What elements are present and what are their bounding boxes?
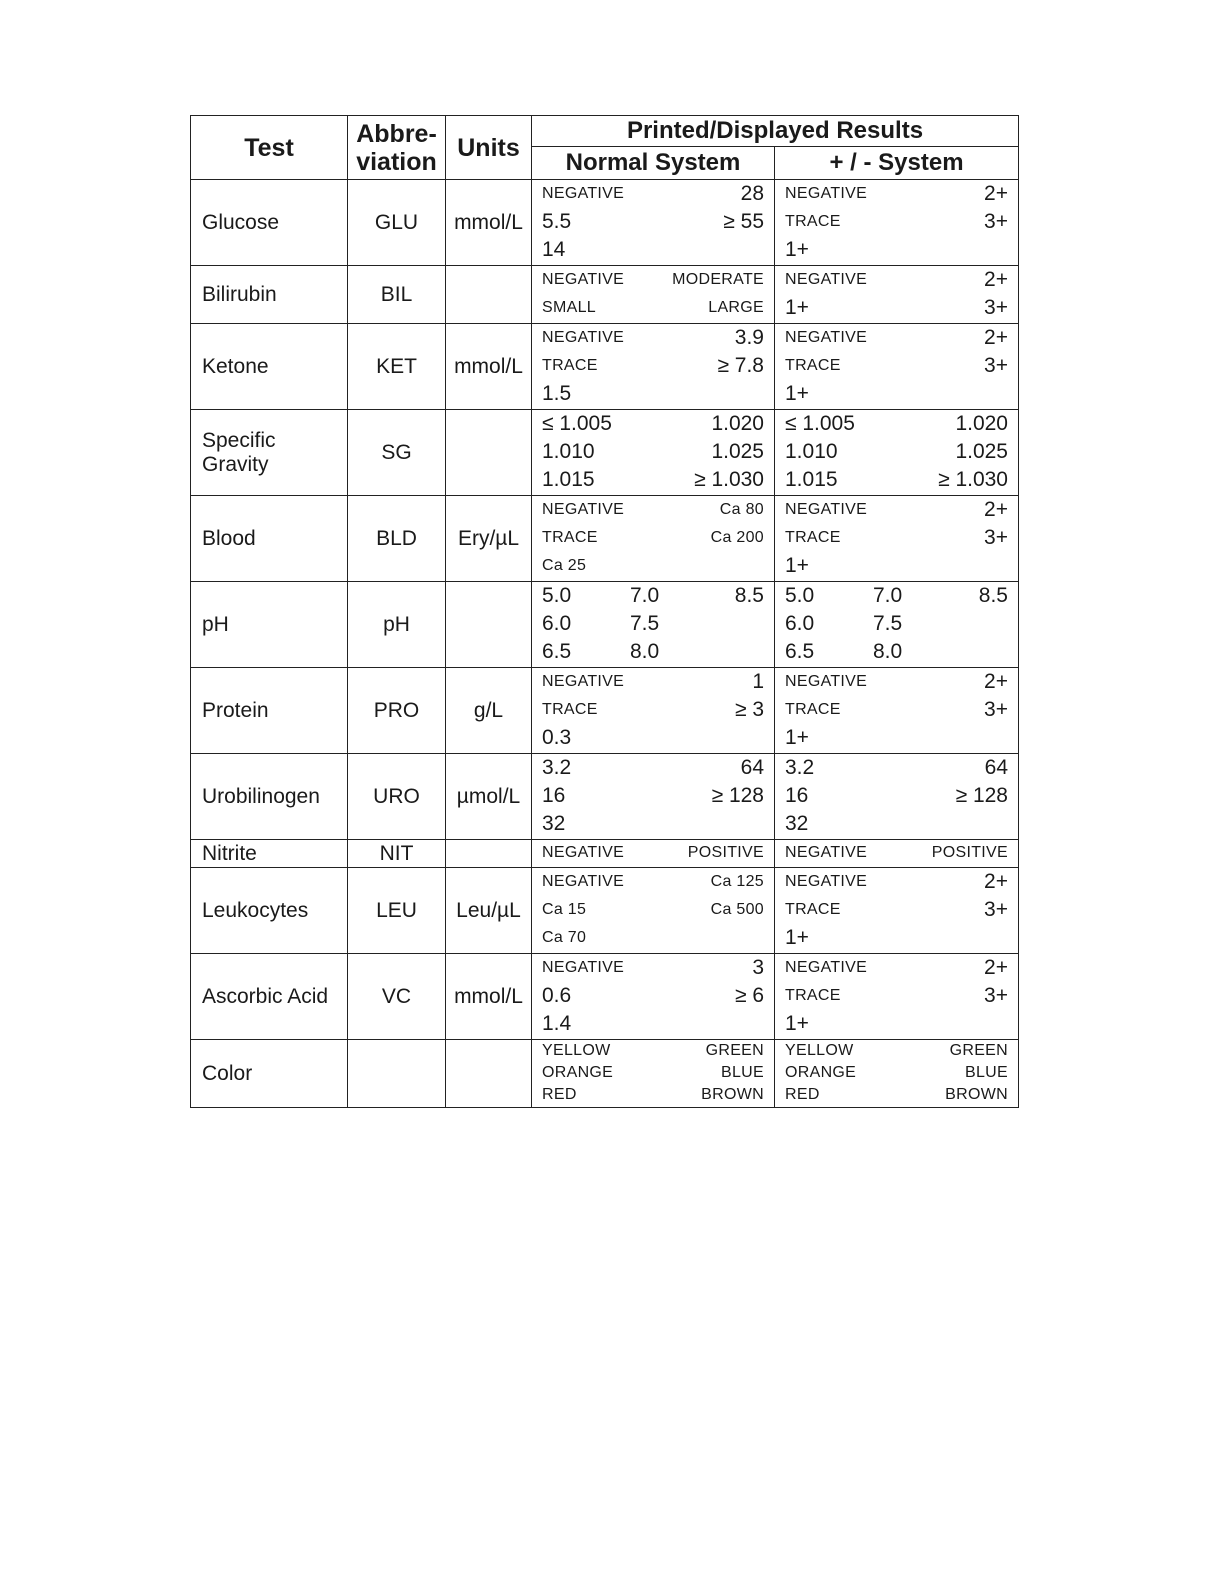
table-row — [191, 180, 1019, 266]
result-value-left: 1+ — [785, 726, 809, 749]
result-value-right: 3+ — [984, 698, 1008, 721]
result-value-right: BLUE — [965, 1064, 1008, 1081]
result-value-right: Ca 500 — [710, 901, 764, 918]
normal-system-cell — [532, 496, 775, 582]
header-plus-minus-system: + / - System — [775, 147, 1019, 180]
result-value-left: TRACE — [785, 357, 841, 374]
result-value-right: BLUE — [721, 1064, 764, 1081]
plus-minus-system-cell — [775, 324, 1019, 410]
units-cell: g/L — [446, 668, 532, 754]
plus-minus-system-cell — [775, 496, 1019, 582]
result-line — [785, 524, 1008, 552]
result-value-left: NEGATIVE — [542, 873, 625, 890]
result-value-left: 32 — [785, 812, 809, 835]
table-row — [191, 954, 1019, 1040]
result-value-right: 3+ — [984, 354, 1008, 377]
result-value-left: ORANGE — [785, 1064, 857, 1081]
units-cell: µmol/L — [446, 754, 532, 840]
result-value-left: 3.2 — [542, 756, 572, 779]
result-line — [785, 638, 1008, 666]
result-value-left: NEGATIVE — [542, 185, 625, 202]
result-line — [785, 982, 1008, 1010]
header-units: Units — [446, 116, 532, 180]
result-value-left: 6.5 — [542, 640, 572, 663]
result-value-right: 8.5 — [978, 584, 1008, 607]
result-value-right: 3.9 — [734, 326, 764, 349]
test-name-cell: Blood — [191, 496, 348, 582]
result-line — [542, 1040, 764, 1062]
units-cell: mmol/L — [446, 180, 532, 266]
normal-system-cell — [532, 324, 775, 410]
result-line — [542, 496, 764, 524]
result-line — [785, 496, 1008, 524]
result-value-right: 2+ — [984, 498, 1008, 521]
result-value-left: NEGATIVE — [542, 959, 625, 976]
result-value-right: ≥ 128 — [711, 784, 764, 807]
result-value-right: 1.025 — [955, 440, 1008, 463]
units-cell: Ery/µL — [446, 496, 532, 582]
result-value-left: 1.010 — [542, 440, 595, 463]
result-value-left: SMALL — [542, 299, 596, 316]
result-value-left: Ca 25 — [542, 557, 587, 574]
test-name-cell: pH — [191, 582, 348, 668]
result-value-left: TRACE — [785, 987, 841, 1004]
result-line — [542, 466, 764, 494]
test-name-cell: Specific Gravity — [191, 410, 348, 496]
result-value-left: 0.6 — [542, 984, 572, 1007]
result-line — [542, 352, 764, 380]
table-row — [191, 266, 1019, 324]
result-value-left: Ca 70 — [542, 929, 587, 946]
result-line — [542, 782, 764, 810]
result-line — [785, 954, 1008, 982]
abbreviation-cell: BIL — [348, 266, 446, 324]
result-line — [785, 840, 1008, 866]
result-line — [785, 466, 1008, 494]
result-value-right: ≥ 6 — [734, 984, 764, 1007]
result-value-left: 14 — [542, 238, 566, 261]
result-line — [542, 266, 764, 294]
table-row — [191, 668, 1019, 754]
result-value-right: MODERATE — [672, 271, 764, 288]
result-value-right: 3+ — [984, 526, 1008, 549]
result-value-left: 1.5 — [542, 382, 572, 405]
units-cell: mmol/L — [446, 324, 532, 410]
result-value-left: 1+ — [785, 926, 809, 949]
result-value-left: TRACE — [542, 701, 598, 718]
test-name-cell: Glucose — [191, 180, 348, 266]
result-value-left: NEGATIVE — [785, 271, 868, 288]
result-line — [785, 724, 1008, 752]
normal-system-cell — [532, 410, 775, 496]
result-value-right: 3+ — [984, 296, 1008, 319]
result-line — [542, 810, 764, 838]
result-value-left: 16 — [785, 784, 809, 807]
units-cell — [446, 582, 532, 668]
result-line — [785, 410, 1008, 438]
result-value-right: 28 — [740, 182, 764, 205]
abbreviation-cell: PRO — [348, 668, 446, 754]
result-value-right: ≥ 3 — [734, 698, 764, 721]
table-body — [191, 180, 1019, 1108]
abbreviation-cell: GLU — [348, 180, 446, 266]
result-value-left: NEGATIVE — [785, 959, 868, 976]
result-value-left: 0.3 — [542, 726, 572, 749]
normal-system-cell — [532, 582, 775, 668]
result-value-left: NEGATIVE — [785, 329, 868, 346]
result-line — [542, 208, 764, 236]
result-value-right: ≥ 1.030 — [694, 468, 764, 491]
result-value-left: TRACE — [785, 701, 841, 718]
result-value-right: POSITIVE — [687, 844, 764, 861]
result-line — [785, 294, 1008, 322]
result-line — [542, 638, 764, 666]
result-line — [542, 754, 764, 782]
result-line — [542, 552, 764, 580]
result-value-right: GREEN — [705, 1042, 764, 1059]
result-value-middle: 7.0 — [630, 584, 660, 607]
result-line — [542, 294, 764, 322]
result-value-middle: 7.5 — [873, 612, 903, 635]
header-abbreviation — [348, 116, 446, 180]
table-row — [191, 754, 1019, 840]
result-value-left: TRACE — [785, 901, 841, 918]
abbreviation-cell — [348, 1040, 446, 1108]
result-line — [785, 896, 1008, 924]
result-value-right: 8.5 — [734, 584, 764, 607]
table-row — [191, 840, 1019, 868]
result-value-left: NEGATIVE — [785, 185, 868, 202]
result-value-right: 2+ — [984, 670, 1008, 693]
result-value-right: ≥ 128 — [955, 784, 1008, 807]
result-line — [785, 236, 1008, 264]
result-line — [542, 324, 764, 352]
test-name-cell: Urobilinogen — [191, 754, 348, 840]
plus-minus-system-cell — [775, 840, 1019, 868]
result-value-left: ≤ 1.005 — [785, 412, 855, 435]
result-value-right: 1.025 — [711, 440, 764, 463]
abbreviation-cell: LEU — [348, 868, 446, 954]
result-value-left: NEGATIVE — [785, 673, 868, 690]
header-test: Test — [191, 116, 348, 180]
result-line — [542, 524, 764, 552]
result-value-right: 1 — [752, 670, 764, 693]
result-value-left: NEGATIVE — [542, 844, 625, 861]
normal-system-cell — [532, 266, 775, 324]
result-line — [542, 954, 764, 982]
normal-system-cell — [532, 668, 775, 754]
result-value-left: 1+ — [785, 382, 809, 405]
result-value-left: 1+ — [785, 296, 809, 319]
result-value-left: RED — [542, 1086, 577, 1103]
test-name-cell: Ascorbic Acid — [191, 954, 348, 1040]
result-value-right: BROWN — [945, 1086, 1008, 1103]
abbreviation-cell: URO — [348, 754, 446, 840]
result-value-right: Ca 80 — [719, 501, 764, 518]
result-line — [785, 438, 1008, 466]
result-value-left: Ca 15 — [542, 901, 587, 918]
result-value-left: NEGATIVE — [542, 501, 625, 518]
result-value-left: NEGATIVE — [542, 271, 625, 288]
result-value-left: 1.015 — [542, 468, 595, 491]
result-line — [542, 982, 764, 1010]
abbreviation-cell: BLD — [348, 496, 446, 582]
units-cell — [446, 1040, 532, 1108]
result-value-left: 1+ — [785, 1012, 809, 1035]
result-line — [785, 582, 1008, 610]
result-value-left: 5.5 — [542, 210, 572, 233]
result-line — [542, 868, 764, 896]
result-value-right: Ca 125 — [710, 873, 764, 890]
normal-system-cell — [532, 868, 775, 954]
result-line — [785, 924, 1008, 952]
abbreviation-cell: SG — [348, 410, 446, 496]
result-line — [542, 610, 764, 638]
result-line — [542, 380, 764, 408]
table-row — [191, 582, 1019, 668]
result-line — [785, 180, 1008, 208]
result-value-left: 6.0 — [785, 612, 815, 635]
plus-minus-system-cell — [775, 754, 1019, 840]
result-value-right: 3+ — [984, 210, 1008, 233]
result-value-left: 16 — [542, 784, 566, 807]
result-line — [542, 896, 764, 924]
header-normal-system: Normal System — [532, 147, 775, 180]
normal-system-cell — [532, 840, 775, 868]
plus-minus-system-cell — [775, 668, 1019, 754]
result-line — [785, 266, 1008, 294]
result-value-right: 2+ — [984, 956, 1008, 979]
result-value-left: TRACE — [542, 357, 598, 374]
result-line — [542, 236, 764, 264]
result-value-left: NEGATIVE — [785, 844, 868, 861]
result-value-left: ≤ 1.005 — [542, 412, 612, 435]
result-value-left: 5.0 — [785, 584, 815, 607]
result-value-left: RED — [785, 1086, 820, 1103]
plus-minus-system-cell — [775, 1040, 1019, 1108]
result-value-middle: 7.0 — [873, 584, 903, 607]
result-value-right: BROWN — [701, 1086, 764, 1103]
plus-minus-system-cell — [775, 954, 1019, 1040]
result-value-left: 1.015 — [785, 468, 838, 491]
result-value-left: 6.5 — [785, 640, 815, 663]
result-value-right: 1.020 — [955, 412, 1008, 435]
result-value-right: 1.020 — [711, 412, 764, 435]
result-line — [542, 180, 764, 208]
result-line — [542, 724, 764, 752]
abbreviation-cell: pH — [348, 582, 446, 668]
result-value-right: 64 — [740, 756, 764, 779]
result-line — [785, 1040, 1008, 1062]
units-cell: mmol/L — [446, 954, 532, 1040]
result-value-middle: 8.0 — [630, 640, 660, 663]
normal-system-cell — [532, 1040, 775, 1108]
result-value-left: 32 — [542, 812, 566, 835]
result-value-left: 3.2 — [785, 756, 815, 779]
result-value-left: 1+ — [785, 238, 809, 261]
result-value-right: 2+ — [984, 326, 1008, 349]
result-line — [785, 754, 1008, 782]
result-line — [542, 438, 764, 466]
result-value-right: 2+ — [984, 182, 1008, 205]
plus-minus-system-cell — [775, 410, 1019, 496]
result-value-left: NEGATIVE — [542, 329, 625, 346]
result-value-left: YELLOW — [785, 1042, 854, 1059]
result-line — [542, 668, 764, 696]
normal-system-cell — [532, 754, 775, 840]
result-line — [785, 208, 1008, 236]
result-value-left: ORANGE — [542, 1064, 614, 1081]
normal-system-cell — [532, 180, 775, 266]
result-value-left: TRACE — [542, 529, 598, 546]
result-line — [542, 1010, 764, 1038]
units-cell: Leu/µL — [446, 868, 532, 954]
result-line — [785, 352, 1008, 380]
test-name-cell: Leukocytes — [191, 868, 348, 954]
units-cell — [446, 840, 532, 868]
result-value-right: ≥ 55 — [723, 210, 764, 233]
result-value-left: 1.4 — [542, 1012, 572, 1035]
result-line — [542, 924, 764, 952]
table-row — [191, 496, 1019, 582]
result-value-right: GREEN — [949, 1042, 1008, 1059]
result-value-right: 3+ — [984, 898, 1008, 921]
result-value-left: NEGATIVE — [785, 873, 868, 890]
urinalysis-results-table — [190, 115, 1019, 1108]
plus-minus-system-cell — [775, 180, 1019, 266]
normal-system-cell — [532, 954, 775, 1040]
test-name-cell: Nitrite — [191, 840, 348, 868]
result-line — [542, 582, 764, 610]
result-value-left: NEGATIVE — [542, 673, 625, 690]
test-name-cell: Color — [191, 1040, 348, 1108]
plus-minus-system-cell — [775, 582, 1019, 668]
result-line — [785, 696, 1008, 724]
result-value-right: 3 — [752, 956, 764, 979]
plus-minus-system-cell — [775, 266, 1019, 324]
header-printed-displayed-results: Printed/Displayed Results — [532, 116, 1019, 147]
result-line — [785, 668, 1008, 696]
table-row — [191, 324, 1019, 410]
result-value-middle: 8.0 — [873, 640, 903, 663]
result-value-right: 2+ — [984, 870, 1008, 893]
result-line — [785, 380, 1008, 408]
result-line — [785, 782, 1008, 810]
test-name-cell: Bilirubin — [191, 266, 348, 324]
result-value-left: TRACE — [785, 529, 841, 546]
result-value-left: 6.0 — [542, 612, 572, 635]
result-value-right: 2+ — [984, 268, 1008, 291]
units-cell — [446, 266, 532, 324]
result-line — [542, 696, 764, 724]
result-line — [785, 1010, 1008, 1038]
result-line — [542, 1062, 764, 1084]
plus-minus-system-cell — [775, 868, 1019, 954]
result-line — [542, 1084, 764, 1106]
result-value-left: NEGATIVE — [785, 501, 868, 518]
result-value-right: Ca 200 — [710, 529, 764, 546]
result-line — [785, 610, 1008, 638]
table-row — [191, 1040, 1019, 1108]
result-line — [785, 324, 1008, 352]
header-abbreviation-line2: viation — [356, 147, 437, 176]
table-row — [191, 868, 1019, 954]
result-value-left: TRACE — [785, 213, 841, 230]
result-value-middle: 7.5 — [630, 612, 660, 635]
result-line — [785, 1062, 1008, 1084]
result-value-right: ≥ 7.8 — [717, 354, 764, 377]
table-row — [191, 410, 1019, 496]
result-value-right: ≥ 1.030 — [938, 468, 1008, 491]
abbreviation-cell: KET — [348, 324, 446, 410]
result-value-right: 64 — [984, 756, 1008, 779]
result-line — [785, 868, 1008, 896]
result-line — [542, 410, 764, 438]
result-line — [542, 840, 764, 866]
result-line — [785, 810, 1008, 838]
result-line — [785, 1084, 1008, 1106]
result-value-right: LARGE — [708, 299, 764, 316]
result-value-right: POSITIVE — [931, 844, 1008, 861]
abbreviation-cell: NIT — [348, 840, 446, 868]
result-value-left: 1+ — [785, 554, 809, 577]
result-line — [785, 552, 1008, 580]
result-value-left: 1.010 — [785, 440, 838, 463]
result-value-left: YELLOW — [542, 1042, 611, 1059]
header-abbreviation-line1: Abbre- — [356, 119, 437, 148]
units-cell — [446, 410, 532, 496]
test-name-cell: Ketone — [191, 324, 348, 410]
test-name-cell: Protein — [191, 668, 348, 754]
abbreviation-cell: VC — [348, 954, 446, 1040]
result-value-left: 5.0 — [542, 584, 572, 607]
result-value-right: 3+ — [984, 984, 1008, 1007]
